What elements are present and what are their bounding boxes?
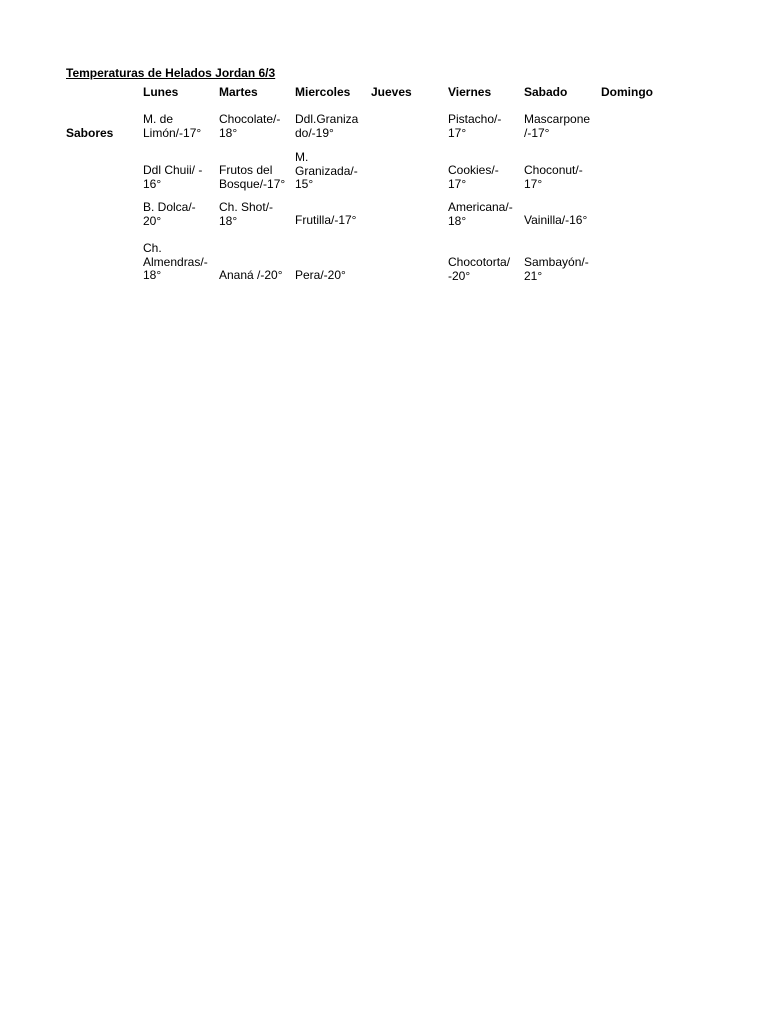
cell-row2-lunes: Ddl Chuii/ - 16°: [143, 163, 203, 191]
cell-row3-sabado: Vainilla/-16°: [524, 213, 588, 227]
cell-row2-miercoles: M. Granizada/- 15°: [295, 150, 358, 191]
cell-row1-miercoles: Ddl.Graniza do/-19°: [295, 112, 359, 140]
cell-row4-martes: Ananá /-20°: [219, 268, 283, 282]
cell-row4-lunes: Ch. Almendras/- 18°: [143, 241, 208, 282]
cell-row1-sabado: Mascarpone /-17°: [524, 112, 591, 140]
cell-row3-lunes: B. Dolca/- 20°: [143, 200, 196, 228]
cell-row2-viernes: Cookies/- 17°: [448, 163, 499, 191]
cell-row4-miercoles: Pera/-20°: [295, 268, 346, 282]
header-domingo: Domingo: [601, 85, 653, 99]
sheet-title: Temperaturas de Helados Jordan 6/3: [66, 66, 276, 80]
cell-row3-martes: Ch. Shot/- 18°: [219, 200, 274, 228]
cell-row4-viernes: Chocotorta/ -20°: [448, 255, 511, 283]
header-miercoles: Miercoles: [295, 85, 351, 99]
row-label-sabores: Sabores: [66, 126, 114, 140]
cell-row3-viernes: Americana/- 18°: [448, 200, 513, 228]
header-lunes: Lunes: [143, 85, 179, 99]
cell-row1-viernes: Pistacho/- 17°: [448, 112, 502, 140]
cell-row4-sabado: Sambayón/- 21°: [524, 255, 589, 283]
cell-row2-sabado: Choconut/- 17°: [524, 163, 583, 191]
header-sabado: Sabado: [524, 85, 568, 99]
header-viernes: Viernes: [448, 85, 492, 99]
header-martes: Martes: [219, 85, 258, 99]
cell-row2-martes: Frutos del Bosque/-17°: [219, 163, 286, 191]
cell-row3-miercoles: Frutilla/-17°: [295, 213, 357, 227]
header-jueves: Jueves: [371, 85, 412, 99]
cell-row1-lunes: M. de Limón/-17°: [143, 112, 202, 140]
cell-row1-martes: Chocolate/- 18°: [219, 112, 281, 140]
